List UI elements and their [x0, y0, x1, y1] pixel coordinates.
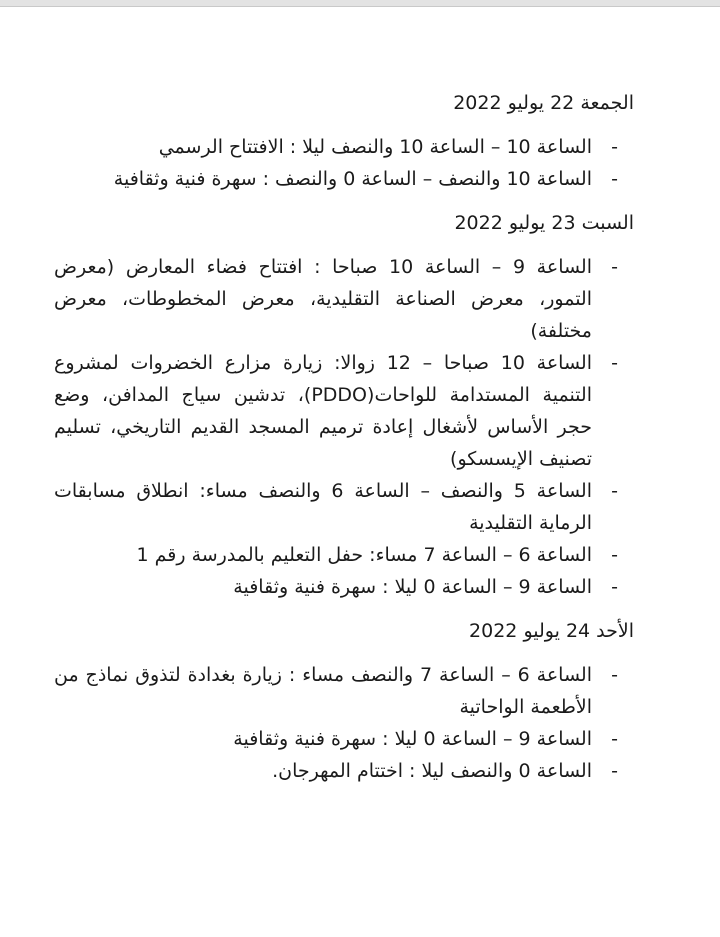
day-section	[54, 87, 634, 195]
bullet-dash: -	[611, 352, 618, 374]
bullet-dash: -	[611, 728, 618, 750]
event-list	[54, 251, 634, 603]
event-text: الساعة 10 صباحا – 12 زوالا: زيارة مزارع الخضروات لمشروع التنمية المستدامة للواحات(PDDO)، تدشين سياج المدافن، وضع حجر الأساس لأشغال إعادة ترميم المسجد القديم التاريخي، تسليم تصنيف الإيسسكو)	[54, 352, 592, 470]
event-item	[54, 571, 618, 603]
event-item	[54, 723, 618, 755]
event-item	[54, 755, 618, 787]
bullet-dash: -	[611, 760, 618, 782]
bullet-dash: -	[611, 480, 618, 502]
event-text: الساعة 9 – الساعة 0 ليلا : سهرة فنية وثقافية	[233, 576, 592, 598]
event-text: الساعة 9 – الساعة 10 صباحا : افتتاح فضاء المعارض (معرض التمور، معرض الصناعة التقليدية، معرض المخطوطات، معرض مختلفة)	[54, 256, 593, 342]
event-item	[54, 539, 618, 571]
day-heading: السبت 23 يوليو 2022	[454, 212, 634, 234]
bullet-dash: -	[611, 576, 618, 598]
event-text: الساعة 0 والنصف ليلا : اختتام المهرجان.	[272, 760, 592, 782]
event-item	[54, 163, 618, 195]
event-text: الساعة 10 والنصف – الساعة 0 والنصف : سهرة فنية وثقافية	[113, 168, 592, 190]
event-text: الساعة 6 – الساعة 7 مساء: حفل التعليم بالمدرسة رقم 1	[136, 544, 592, 566]
event-text: الساعة 6 – الساعة 7 والنصف مساء : زيارة بغدادة لتذوق نماذج من الأطعمة الواحاتية	[54, 664, 592, 718]
event-item	[54, 475, 618, 539]
event-item	[54, 347, 618, 475]
event-text: الساعة 10 – الساعة 10 والنصف ليلا : الافتتاح الرسمي	[158, 136, 592, 158]
schedule-content	[0, 7, 720, 787]
day-section	[54, 207, 634, 603]
bullet-dash: -	[611, 544, 618, 566]
bullet-dash: -	[611, 136, 618, 158]
event-list	[54, 131, 634, 195]
top-edge-bar	[0, 0, 720, 7]
bullet-dash: -	[611, 168, 618, 190]
event-text: الساعة 5 والنصف – الساعة 6 والنصف مساء: انطلاق مسابقات الرماية التقليدية	[54, 480, 592, 534]
bullet-dash: -	[611, 664, 618, 686]
day-heading: الجمعة 22 يوليو 2022	[453, 92, 634, 114]
event-text: الساعة 9 – الساعة 0 ليلا : سهرة فنية وثقافية	[233, 728, 592, 750]
event-item	[54, 131, 618, 163]
event-item	[54, 251, 618, 347]
day-heading: الأحد 24 يوليو 2022	[469, 620, 634, 642]
event-item	[54, 659, 618, 723]
event-list	[54, 659, 634, 787]
bullet-dash: -	[611, 256, 618, 278]
day-section	[54, 615, 634, 787]
